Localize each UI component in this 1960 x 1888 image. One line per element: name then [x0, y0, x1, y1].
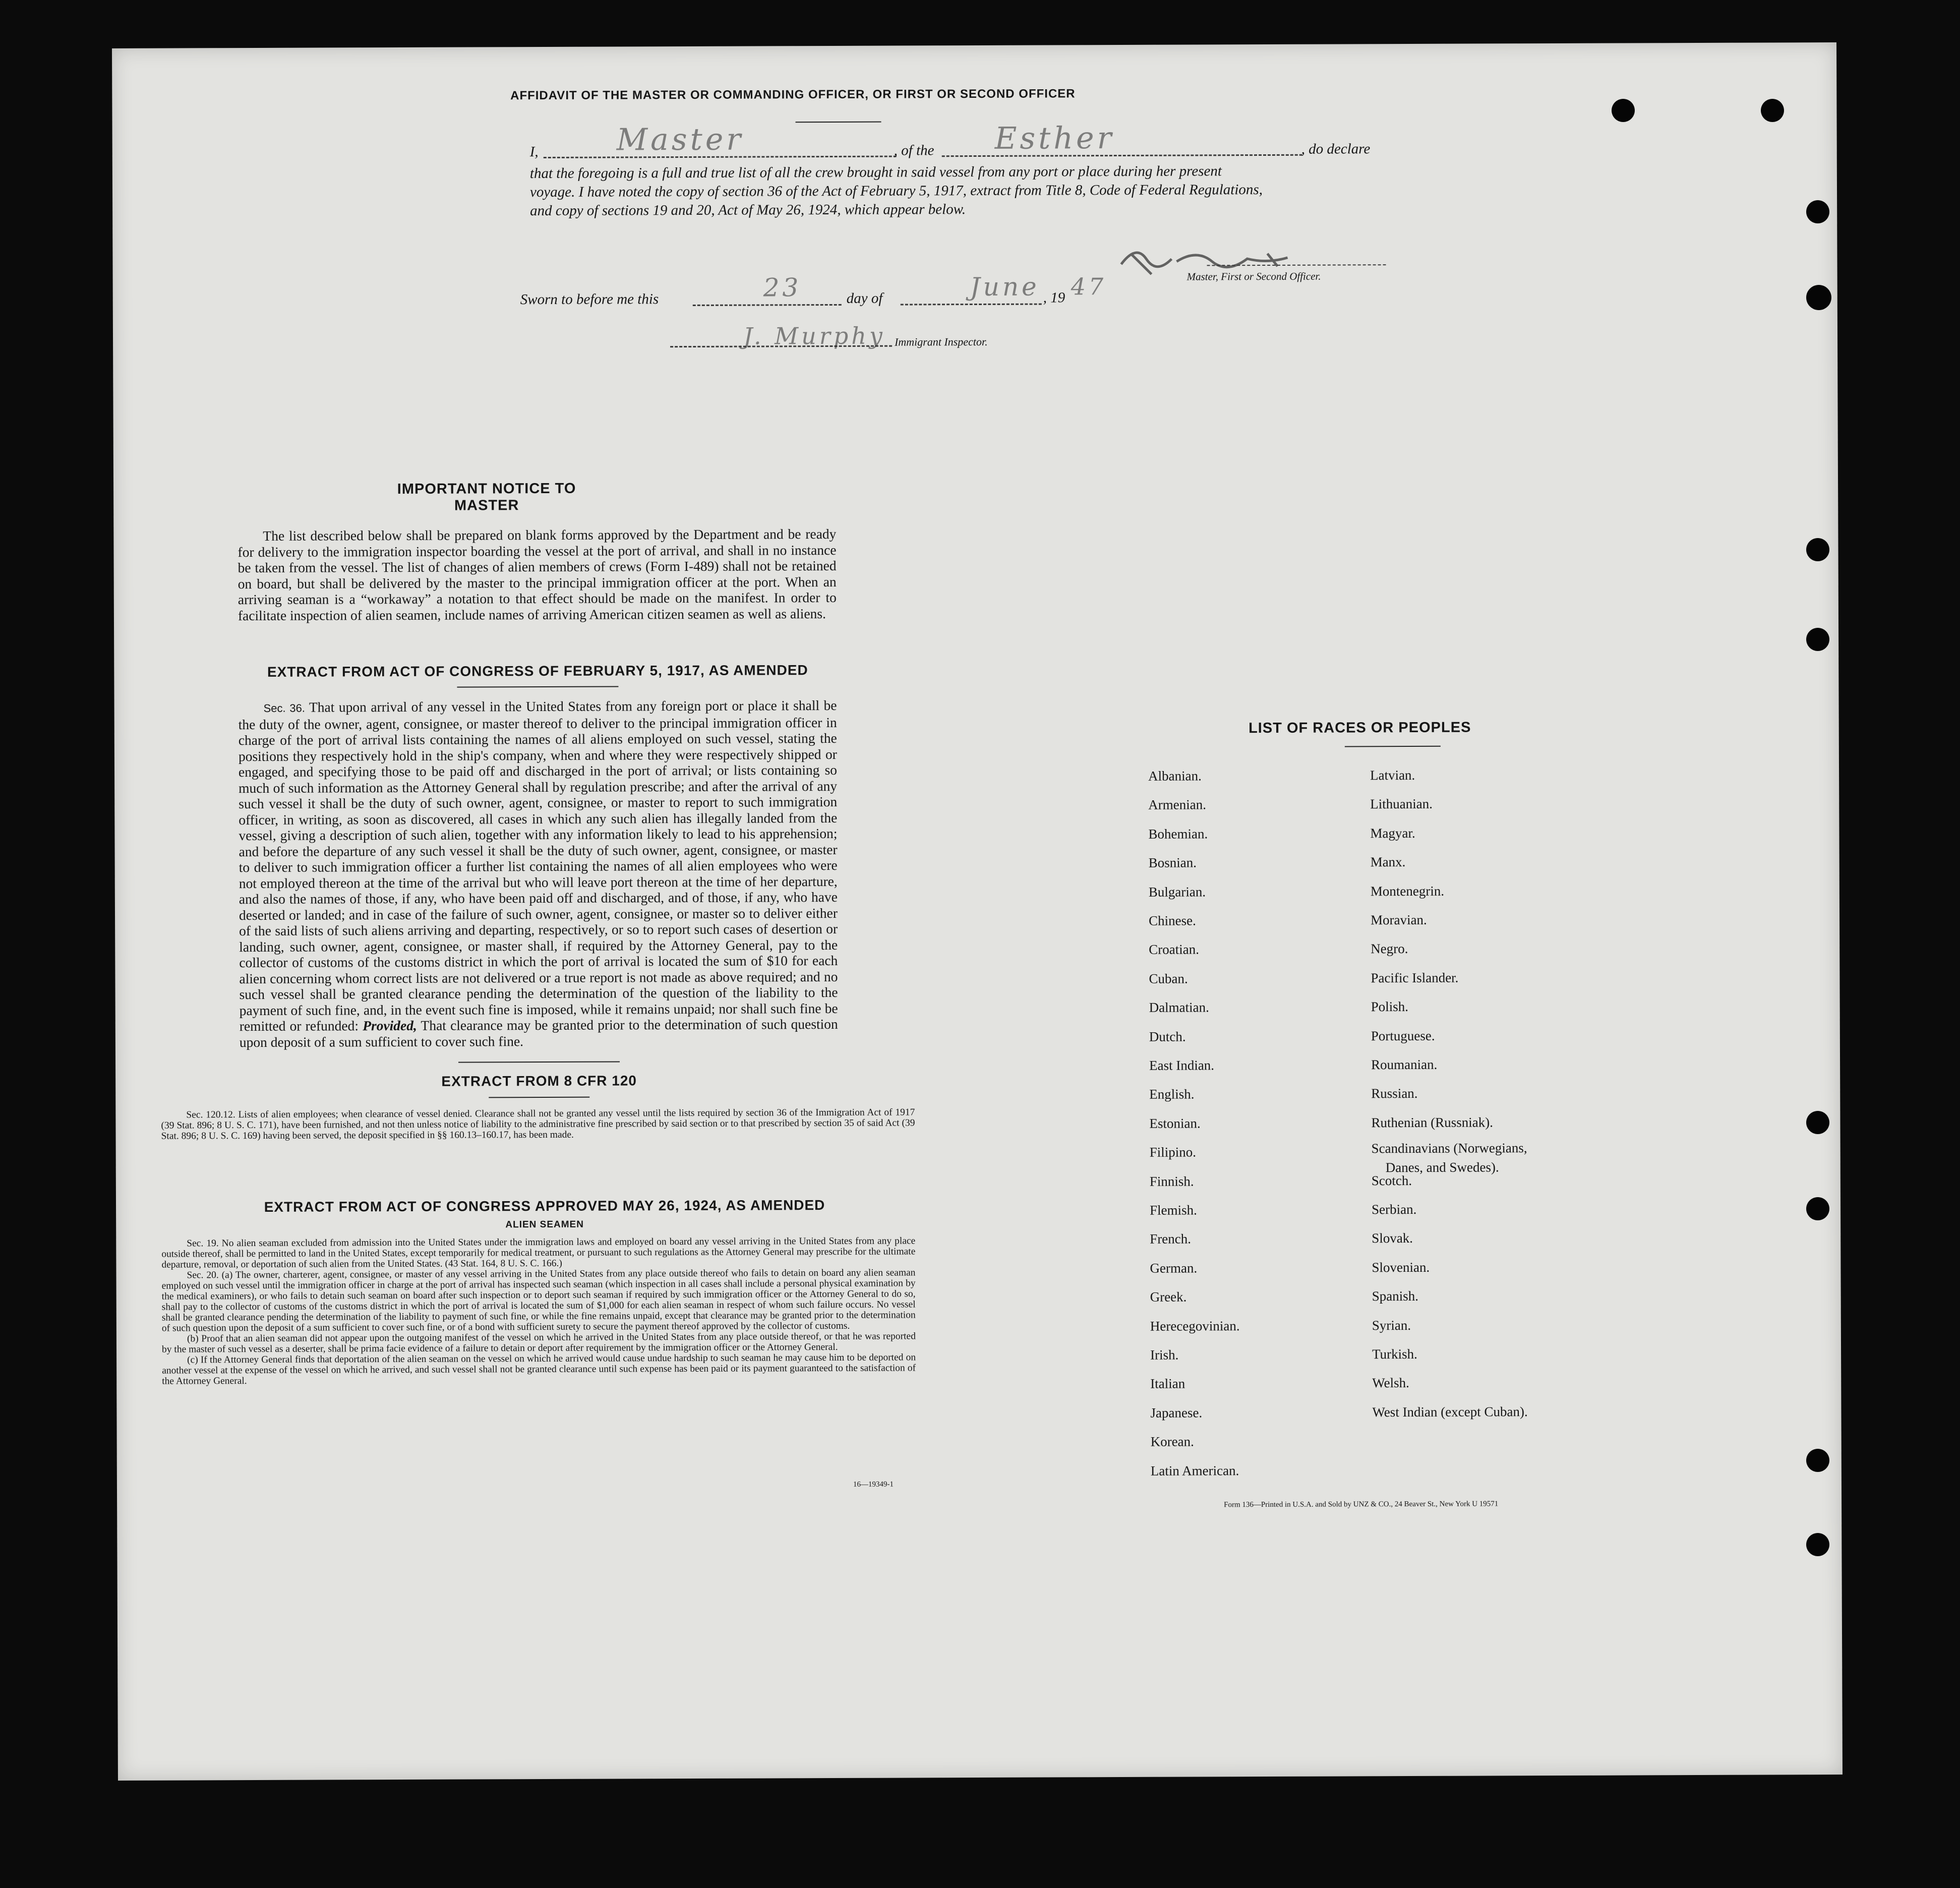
race-item: Montenegrin. [1370, 883, 1445, 899]
extract-cfr-body: Sec. 120.12. Lists of alien employees; when clearance of vessel denied. Clearance shall not be granted any vessel until the lists required by section 36 of the Immigration Act of 1917 (39 Stat. 896; 8 U. S. C. 171), have been furnished, and not then unless notice of liability to the administrative fine prescribed by said section or to that prescribed by section 35 of said Act (39 Stat. 896; 8 U. S. C. 169) having been served, the deposit specified in §§ 160.13–160.17, has been made. [161, 1107, 915, 1142]
race-item: West Indian (except Cuban). [1372, 1404, 1528, 1420]
affidavit-title: AFFIDAVIT OF THE MASTER OR COMMANDING OFFICER, OR FIRST OR SECOND OFFICER [510, 87, 1076, 103]
punch-hole [1806, 1197, 1829, 1220]
extract-1924-body [161, 1235, 916, 1386]
race-item: Albanian. [1148, 768, 1202, 784]
year-prefix: , 19 [1043, 289, 1065, 306]
race-item: Russian. [1371, 1085, 1418, 1101]
extract-1917-body [239, 697, 838, 1050]
race-item: Armenian. [1148, 797, 1207, 812]
race-item: Moravian. [1371, 912, 1427, 928]
races-title: LIST OF RACES OR PEOPLES [1249, 719, 1471, 737]
race-item: Magyar. [1370, 825, 1415, 841]
year-handwriting: 47 [1071, 273, 1107, 301]
race-item: Cuban. [1149, 971, 1188, 986]
do-declare-label: , do declare [1301, 141, 1371, 157]
race-item: Dutch. [1149, 1029, 1186, 1044]
race-item: Welsh. [1372, 1375, 1409, 1391]
race-item: Bohemian. [1148, 826, 1208, 842]
extract-cfr-title: EXTRACT FROM 8 CFR 120 [441, 1073, 637, 1089]
race-item: East Indian. [1149, 1057, 1215, 1073]
punch-hole [1806, 1533, 1829, 1556]
race-item: Herecegovinian. [1150, 1318, 1240, 1334]
race-item: Pacific Islander. [1371, 970, 1459, 986]
extract-1917-title: EXTRACT FROM ACT OF CONGRESS OF FEBRUARY 5, 1917, AS AMENDED [267, 662, 808, 680]
punch-hole [1806, 200, 1829, 223]
extract-cfr-rule [489, 1097, 589, 1098]
punch-hole [1761, 99, 1784, 122]
sec-20a-text: Sec. 20. (a) The owner, charterer, agent, consignee, or master of any vessel arriving in the United States from any place outside thereof who fails to detain on board any alien seaman employed on such vessel until the immigration officer in charge at the port of arrival has inspected such seaman (which inspection in all cases shall include a personal physical examination by the medical examiners), or who fails to detain such seaman on board after such inspection or to deport such seaman if required by such immigration officer or the Attorney General to do so, shall pay to the collector of customs of the customs district in which the port of arrival is located the sum of $1,000 for each alien seaman in respect of whom such failure occurs. No vessel shall be granted clearance pending the determination of the liability to payment of such fine, or while the fine remains unpaid, except that clearance may be granted prior to the determination of such question upon the deposit of a sum sufficient to cover such fine, or of a bond with sufficient surety to secure the payment thereof approved by the collector of customs. [161, 1267, 916, 1334]
race-item: Spanish. [1372, 1288, 1418, 1304]
of-the-label: , of the [894, 142, 934, 159]
sec-36-label: Sec. 36. [263, 701, 305, 715]
extract-1917-rule [457, 686, 618, 687]
inspector-caption: Immigrant Inspector. [895, 335, 988, 348]
race-item: Slovak. [1372, 1230, 1413, 1246]
notice-body: The list described below shall be prepared on blank forms approved by the Department and be ready for delivery to the immigration inspector boarding the vessel at the port of arrival, and shall in no instance be taken from the vessel. The list of changes of alien members of crews (Form I-489) shall not be retained on board, but shall be delivered by the master to the principal immigration officer at the port. When an arriving seaman is a “workaway” a notation to that effect should be made on the manifest. In order to facilitate inspection of alien seamen, include names of arriving American citizen seamen as well as aliens. [237, 525, 837, 623]
section-divider [458, 1061, 620, 1063]
sworn-month-handwriting: June [970, 272, 1040, 302]
race-item: Syrian. [1372, 1318, 1411, 1333]
race-item: Roumanian. [1371, 1056, 1438, 1073]
inspector-handwriting: J. Murphy [743, 322, 885, 350]
race-item: German. [1150, 1260, 1198, 1276]
form-footer: Form 136—Printed in U.S.A. and Sold by UNZ & CO., 24 Beaver St., New York U 19571 [1224, 1500, 1499, 1509]
race-item: Scandinavians (Norwegians, [1371, 1140, 1527, 1156]
race-item: Italian [1150, 1376, 1185, 1391]
race-item: Slovenian. [1372, 1259, 1430, 1275]
i-label: I, [529, 144, 539, 160]
race-item: Estonian. [1149, 1115, 1201, 1131]
race-item: Lithuanian. [1370, 796, 1433, 812]
race-item: Ruthenian (Russniak). [1371, 1114, 1494, 1131]
sec-19-text: Sec. 19. No alien seaman excluded from admission into the United States under the immigration laws and employed on board any vessel arriving in the United States from any place outside thereof, shall be permitted to land in the United States, except temporarily for medical treatment, or pursuant to such regulations as the Attorney General may prescribe for the ultimate departure, removal, or deportation of such alien from the United States. (43 Stat. 164, 8 U. S. C. 166.) [161, 1235, 916, 1270]
race-item: Manx. [1370, 854, 1406, 870]
affidavit-line-4: and copy of sections 19 and 20, Act of May 26, 1924, which appear below. [530, 201, 966, 219]
sec-20c-text: (c) If the Attorney General finds that deportation of the alien seaman on the vessel on which he arrived would cause undue hardship to such seaman he may cause him to be deported on another vessel at the expense of the vessel on which he arrived, and such vessel shall not be granted clearance until such expense has been paid or its payment guaranteed to the satisfaction of the Attorney General. [162, 1352, 916, 1387]
provided-label: Provided, [363, 1017, 417, 1034]
affidavit-line-2: that the foregoing is a full and true list of all the crew brought in said vessel from any port or place during her present [529, 163, 1222, 182]
race-item: Turkish. [1372, 1346, 1417, 1362]
master-handwriting: Master [616, 122, 744, 158]
races-rule [1345, 746, 1441, 747]
print-code: 16—19349-1 [853, 1480, 894, 1489]
race-item: Negro. [1371, 941, 1408, 957]
race-item: Croatian. [1149, 941, 1200, 957]
race-item: Finnish. [1149, 1173, 1194, 1189]
punch-hole [1806, 1449, 1829, 1472]
race-item: Irish. [1150, 1347, 1179, 1363]
race-item: Greek. [1150, 1289, 1187, 1305]
sec-36-text: That upon arrival of any vessel in the United States from any foreign port or place it shall be the duty of the owner, agent, consignee, or master thereof to deliver to the principal immigration officer in charge of the port of arrival lists containing the names of all aliens employed on such vessel, stating the positions they respectively hold in the ship's company, when and where they were respectively shipped or engaged, and specifying those to be paid off and discharged in the port of arrival; or lists containing so much of such information as the Attorney General shall by regulation prescribe; and after the arrival of any such vessel it shall be the duty of such owner, agent, consignee, or master to report to such immigration officer, in writing, as soon as discovered, all cases in which any such alien has illegally landed from the vessel, giving a description of such alien, together with any information likely to lead to his apprehension; and before the departure of any such vessel it shall be the duty of such owner, agent, consignee, or master to deliver to such immigration officer a further list containing the names of all alien employees who were not employed thereon at the time of the arrival but who will leave port thereon at the time of her departure, and also the names of those, if any, who have been paid off and discharged, and of those, if any, who have deserted or landed; and in case of the failure of such owner, agent, consignee, or master so to deliver either of the said lists of such aliens arriving and departing, respectively, or so to report such cases of desertion or landing, such owner, agent, consignee, or master shall, if required by the Attorney General, pay to the collector of customs of the customs district in which the port of arrival is located the sum of $10 for each alien concerning whom correct lists are not delivered or a true report is not made as above required; and no such vessel shall be granted clearance pending the determination of the question of the liability to the payment of such fine, and, in the event such fine is imposed, while it remains unpaid; nor shall such fine be remitted or refunded: [238, 697, 838, 1034]
race-item: Japanese. [1150, 1405, 1203, 1421]
extract-1924-title: EXTRACT FROM ACT OF CONGRESS APPROVED MAY 26, 1924, AS AMENDED [264, 1197, 825, 1215]
day-of-label: day of [846, 290, 883, 307]
signature-caption: Master, First or Second Officer. [1186, 270, 1321, 283]
sworn-label: Sworn to before me this [520, 291, 659, 308]
extract-1924-subtitle: ALIEN SEAMEN [505, 1219, 584, 1230]
race-item: Serbian. [1372, 1201, 1417, 1217]
notice-title: IMPORTANT NOTICE TO MASTER [397, 480, 576, 514]
race-item: Polish. [1371, 999, 1408, 1015]
sec-36-text-after: That clearance may be granted prior to the determination of such question upon deposit of a sum sufficient to cover such fine. [239, 1016, 838, 1050]
race-item: Bosnian. [1148, 855, 1197, 870]
sworn-day-handwriting: 23 [763, 273, 802, 303]
race-item: Chinese. [1149, 913, 1196, 928]
title-rule [796, 122, 881, 123]
sec-20b-text: (b) Proof that an alien seaman did not appear upon the outgoing manifest of the vessel on which he arrived in the United States from any place outside thereof, or that he was reported by the master of such vessel as a deserter, shall be prima facie evidence of a failure to detain or deport after requirement by the immigration officer or the Attorney General. [161, 1331, 916, 1355]
race-item: Flemish. [1150, 1202, 1197, 1218]
punch-hole [1612, 99, 1635, 122]
race-item: Latvian. [1370, 767, 1415, 783]
affidavit-line-3: voyage. I have noted the copy of section 36 of the Act of February 5, 1917, extract from Title 8, Code of Federal Regulations, [529, 182, 1263, 201]
month-dotline [901, 304, 1042, 306]
race-item: Danes, and Swedes). [1385, 1159, 1499, 1175]
race-item: French. [1150, 1231, 1192, 1247]
race-item: Scotch. [1371, 1172, 1412, 1189]
race-item: Dalmatian. [1149, 999, 1209, 1015]
punch-hole [1806, 285, 1831, 310]
race-item: Korean. [1150, 1434, 1194, 1449]
punch-hole [1806, 538, 1829, 561]
race-item: Filipino. [1149, 1144, 1197, 1160]
race-item: Bulgarian. [1148, 884, 1206, 900]
vessel-handwriting: Esther [994, 121, 1115, 156]
affidavit-body [530, 161, 1382, 220]
document-page [112, 42, 1843, 1781]
race-item: Portuguese. [1371, 1028, 1435, 1044]
punch-hole [1806, 1111, 1829, 1134]
race-item: English. [1149, 1086, 1195, 1102]
day-dotline [693, 304, 842, 306]
punch-hole [1806, 628, 1829, 651]
race-item: Latin American. [1150, 1463, 1239, 1479]
